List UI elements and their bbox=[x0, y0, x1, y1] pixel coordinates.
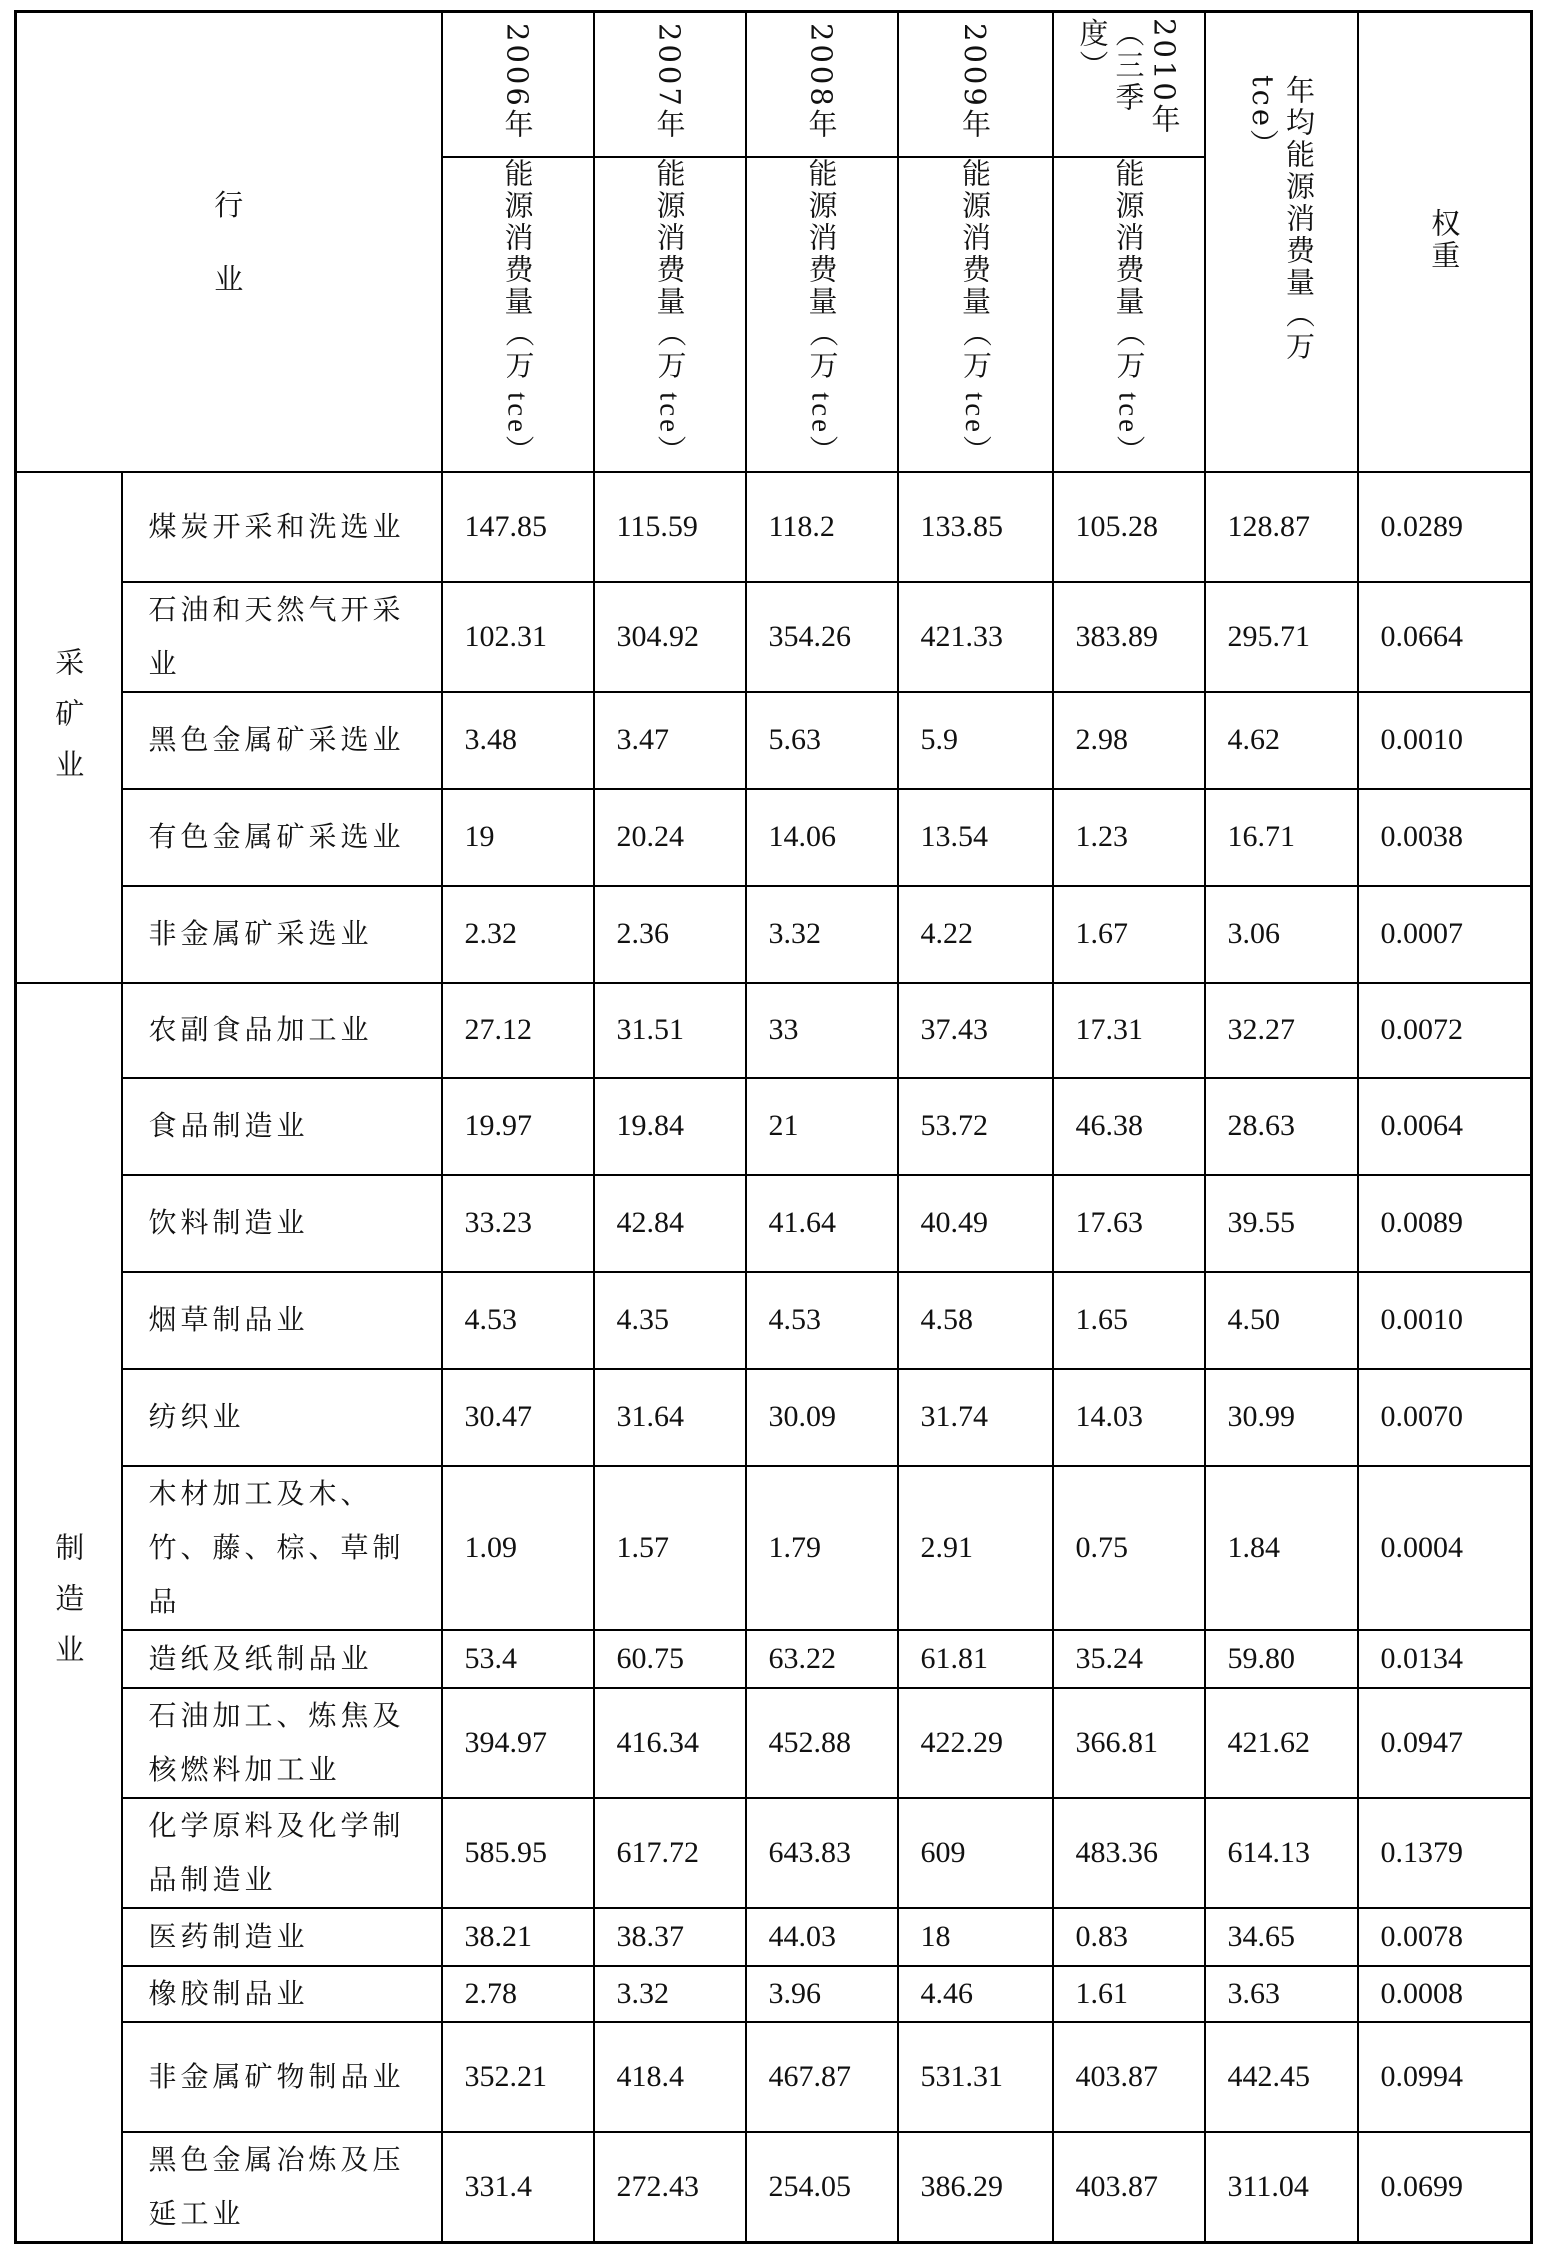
industry-name: 非金属矿物制品业 bbox=[122, 2022, 442, 2132]
industry-name: 造纸及纸制品业 bbox=[122, 1630, 442, 1688]
industry-name: 橡胶制品业 bbox=[122, 1966, 442, 2022]
average-cell: 1.84 bbox=[1205, 1466, 1358, 1630]
year-header-2010: 2010年（三季度） bbox=[1053, 12, 1205, 157]
industry-name: 石油加工、炼焦及核燃料加工业 bbox=[122, 1688, 442, 1798]
metric-header-2008: 能源消费量（万 tce） bbox=[746, 157, 898, 472]
average-cell: 128.87 bbox=[1205, 472, 1358, 582]
industry-header-line2: 业 bbox=[214, 261, 244, 296]
value-cell: 30.47 bbox=[442, 1369, 594, 1466]
average-cell: 4.50 bbox=[1205, 1272, 1358, 1369]
value-cell: 33 bbox=[746, 983, 898, 1078]
table-row bbox=[16, 2132, 1532, 2243]
industry-name: 有色金属矿采选业 bbox=[122, 789, 442, 886]
year-header-2009: 2009年 bbox=[898, 12, 1053, 157]
weight-header: 权重 bbox=[1358, 12, 1532, 472]
weight-cell: 0.0994 bbox=[1358, 2022, 1532, 2132]
value-cell: 5.9 bbox=[898, 692, 1053, 789]
value-cell: 118.2 bbox=[746, 472, 898, 582]
table-row bbox=[16, 1966, 1532, 2022]
weight-cell: 0.0004 bbox=[1358, 1466, 1532, 1630]
value-cell: 331.4 bbox=[442, 2132, 594, 2243]
industry-name: 纺织业 bbox=[122, 1369, 442, 1466]
table-row bbox=[16, 472, 1532, 582]
value-cell: 53.72 bbox=[898, 1078, 1053, 1175]
value-cell: 2.78 bbox=[442, 1966, 594, 2022]
table-row bbox=[16, 1466, 1532, 1630]
value-cell: 4.58 bbox=[898, 1272, 1053, 1369]
value-cell: 483.36 bbox=[1053, 1798, 1205, 1908]
value-cell: 17.31 bbox=[1053, 983, 1205, 1078]
value-cell: 18 bbox=[898, 1908, 1053, 1966]
weight-cell: 0.0008 bbox=[1358, 1966, 1532, 2022]
average-cell: 421.62 bbox=[1205, 1688, 1358, 1798]
industry-name: 黑色金属矿采选业 bbox=[122, 692, 442, 789]
value-cell: 13.54 bbox=[898, 789, 1053, 886]
value-cell: 531.31 bbox=[898, 2022, 1053, 2132]
industry-name: 煤炭开采和洗选业 bbox=[122, 472, 442, 582]
value-cell: 31.74 bbox=[898, 1369, 1053, 1466]
value-cell: 14.06 bbox=[746, 789, 898, 886]
value-cell: 41.64 bbox=[746, 1175, 898, 1272]
metric-header-2010: 能源消费量（万 tce） bbox=[1053, 157, 1205, 472]
year-header-2008: 2008年 bbox=[746, 12, 898, 157]
average-cell: 32.27 bbox=[1205, 983, 1358, 1078]
value-cell: 133.85 bbox=[898, 472, 1053, 582]
value-cell: 1.65 bbox=[1053, 1272, 1205, 1369]
value-cell: 147.85 bbox=[442, 472, 594, 582]
average-cell: 34.65 bbox=[1205, 1908, 1358, 1966]
table-row bbox=[16, 1688, 1532, 1798]
weight-cell: 0.1379 bbox=[1358, 1798, 1532, 1908]
category-manufacturing: 制造业 bbox=[16, 983, 122, 2243]
weight-cell: 0.0010 bbox=[1358, 1272, 1532, 1369]
table-row bbox=[16, 2022, 1532, 2132]
industry-name: 饮料制造业 bbox=[122, 1175, 442, 1272]
value-cell: 416.34 bbox=[594, 1688, 746, 1798]
value-cell: 2.36 bbox=[594, 886, 746, 983]
value-cell: 31.51 bbox=[594, 983, 746, 1078]
value-cell: 585.95 bbox=[442, 1798, 594, 1908]
value-cell: 2.98 bbox=[1053, 692, 1205, 789]
weight-cell: 0.0070 bbox=[1358, 1369, 1532, 1466]
industry-header bbox=[16, 12, 442, 472]
value-cell: 422.29 bbox=[898, 1688, 1053, 1798]
energy-consumption-table bbox=[14, 10, 1533, 2244]
value-cell: 19.84 bbox=[594, 1078, 746, 1175]
value-cell: 102.31 bbox=[442, 582, 594, 692]
industry-name: 食品制造业 bbox=[122, 1078, 442, 1175]
value-cell: 63.22 bbox=[746, 1630, 898, 1688]
industry-name: 农副食品加工业 bbox=[122, 983, 442, 1078]
weight-cell: 0.0010 bbox=[1358, 692, 1532, 789]
value-cell: 1.09 bbox=[442, 1466, 594, 1630]
weight-cell: 0.0699 bbox=[1358, 2132, 1532, 2243]
metric-header-2007: 能源消费量（万 tce） bbox=[594, 157, 746, 472]
year-header-2006: 2006年 bbox=[442, 12, 594, 157]
value-cell: 394.97 bbox=[442, 1688, 594, 1798]
value-cell: 1.61 bbox=[1053, 1966, 1205, 2022]
value-cell: 115.59 bbox=[594, 472, 746, 582]
value-cell: 418.4 bbox=[594, 2022, 746, 2132]
value-cell: 354.26 bbox=[746, 582, 898, 692]
table-row bbox=[16, 1630, 1532, 1688]
average-cell: 3.06 bbox=[1205, 886, 1358, 983]
value-cell: 1.57 bbox=[594, 1466, 746, 1630]
weight-cell: 0.0072 bbox=[1358, 983, 1532, 1078]
header-row-years bbox=[16, 12, 1532, 157]
value-cell: 643.83 bbox=[746, 1798, 898, 1908]
table-row bbox=[16, 1908, 1532, 1966]
table-row bbox=[16, 1369, 1532, 1466]
value-cell: 617.72 bbox=[594, 1798, 746, 1908]
value-cell: 3.48 bbox=[442, 692, 594, 789]
table-row bbox=[16, 1175, 1532, 1272]
value-cell: 421.33 bbox=[898, 582, 1053, 692]
year-header-2007: 2007年 bbox=[594, 12, 746, 157]
value-cell: 366.81 bbox=[1053, 1688, 1205, 1798]
value-cell: 30.09 bbox=[746, 1369, 898, 1466]
average-cell: 311.04 bbox=[1205, 2132, 1358, 2243]
value-cell: 35.24 bbox=[1053, 1630, 1205, 1688]
table-row bbox=[16, 582, 1532, 692]
value-cell: 38.37 bbox=[594, 1908, 746, 1966]
industry-name: 黑色金属冶炼及压延工业 bbox=[122, 2132, 442, 2243]
industry-name: 非金属矿采选业 bbox=[122, 886, 442, 983]
average-cell: 30.99 bbox=[1205, 1369, 1358, 1466]
value-cell: 53.4 bbox=[442, 1630, 594, 1688]
average-cell: 39.55 bbox=[1205, 1175, 1358, 1272]
value-cell: 254.05 bbox=[746, 2132, 898, 2243]
value-cell: 33.23 bbox=[442, 1175, 594, 1272]
value-cell: 42.84 bbox=[594, 1175, 746, 1272]
value-cell: 31.64 bbox=[594, 1369, 746, 1466]
value-cell: 4.35 bbox=[594, 1272, 746, 1369]
average-cell: 16.71 bbox=[1205, 789, 1358, 886]
average-header: 年均能源消费量（万 tce） bbox=[1205, 12, 1358, 472]
industry-header-line1: 行 bbox=[214, 187, 244, 222]
value-cell: 20.24 bbox=[594, 789, 746, 886]
table-row bbox=[16, 1272, 1532, 1369]
value-cell: 272.43 bbox=[594, 2132, 746, 2243]
table-row bbox=[16, 692, 1532, 789]
table-row bbox=[16, 886, 1532, 983]
value-cell: 21 bbox=[746, 1078, 898, 1175]
weight-cell: 0.0064 bbox=[1358, 1078, 1532, 1175]
average-cell: 442.45 bbox=[1205, 2022, 1358, 2132]
value-cell: 0.83 bbox=[1053, 1908, 1205, 1966]
value-cell: 452.88 bbox=[746, 1688, 898, 1798]
weight-cell: 0.0089 bbox=[1358, 1175, 1532, 1272]
value-cell: 105.28 bbox=[1053, 472, 1205, 582]
table-row bbox=[16, 1798, 1532, 1908]
value-cell: 3.32 bbox=[594, 1966, 746, 2022]
value-cell: 352.21 bbox=[442, 2022, 594, 2132]
value-cell: 4.53 bbox=[442, 1272, 594, 1369]
metric-header-2009: 能源消费量（万 tce） bbox=[898, 157, 1053, 472]
industry-name: 化学原料及化学制品制造业 bbox=[122, 1798, 442, 1908]
industry-name: 医药制造业 bbox=[122, 1908, 442, 1966]
value-cell: 467.87 bbox=[746, 2022, 898, 2132]
table-row bbox=[16, 983, 1532, 1078]
value-cell: 3.32 bbox=[746, 886, 898, 983]
table-row bbox=[16, 1078, 1532, 1175]
weight-cell: 0.0007 bbox=[1358, 886, 1532, 983]
value-cell: 61.81 bbox=[898, 1630, 1053, 1688]
industry-name: 石油和天然气开采业 bbox=[122, 582, 442, 692]
value-cell: 17.63 bbox=[1053, 1175, 1205, 1272]
average-cell: 59.80 bbox=[1205, 1630, 1358, 1688]
value-cell: 304.92 bbox=[594, 582, 746, 692]
value-cell: 403.87 bbox=[1053, 2022, 1205, 2132]
value-cell: 3.47 bbox=[594, 692, 746, 789]
value-cell: 1.79 bbox=[746, 1466, 898, 1630]
average-cell: 4.62 bbox=[1205, 692, 1358, 789]
weight-cell: 0.0289 bbox=[1358, 472, 1532, 582]
value-cell: 44.03 bbox=[746, 1908, 898, 1966]
value-cell: 27.12 bbox=[442, 983, 594, 1078]
average-cell: 28.63 bbox=[1205, 1078, 1358, 1175]
weight-cell: 0.0134 bbox=[1358, 1630, 1532, 1688]
value-cell: 40.49 bbox=[898, 1175, 1053, 1272]
value-cell: 403.87 bbox=[1053, 2132, 1205, 2243]
value-cell: 38.21 bbox=[442, 1908, 594, 1966]
weight-cell: 0.0947 bbox=[1358, 1688, 1532, 1798]
value-cell: 0.75 bbox=[1053, 1466, 1205, 1630]
value-cell: 19.97 bbox=[442, 1078, 594, 1175]
average-cell: 614.13 bbox=[1205, 1798, 1358, 1908]
average-cell: 3.63 bbox=[1205, 1966, 1358, 2022]
value-cell: 609 bbox=[898, 1798, 1053, 1908]
value-cell: 3.96 bbox=[746, 1966, 898, 2022]
value-cell: 19 bbox=[442, 789, 594, 886]
value-cell: 383.89 bbox=[1053, 582, 1205, 692]
value-cell: 14.03 bbox=[1053, 1369, 1205, 1466]
value-cell: 1.67 bbox=[1053, 886, 1205, 983]
value-cell: 37.43 bbox=[898, 983, 1053, 1078]
value-cell: 2.32 bbox=[442, 886, 594, 983]
weight-cell: 0.0664 bbox=[1358, 582, 1532, 692]
table-row bbox=[16, 789, 1532, 886]
average-cell: 295.71 bbox=[1205, 582, 1358, 692]
metric-header-2006: 能源消费量（万 tce） bbox=[442, 157, 594, 472]
category-mining: 采矿业 bbox=[16, 472, 122, 983]
value-cell: 2.91 bbox=[898, 1466, 1053, 1630]
weight-cell: 0.0078 bbox=[1358, 1908, 1532, 1966]
value-cell: 5.63 bbox=[746, 692, 898, 789]
value-cell: 46.38 bbox=[1053, 1078, 1205, 1175]
industry-name: 木材加工及木、竹、藤、棕、草制品 bbox=[122, 1466, 442, 1630]
value-cell: 1.23 bbox=[1053, 789, 1205, 886]
value-cell: 60.75 bbox=[594, 1630, 746, 1688]
weight-cell: 0.0038 bbox=[1358, 789, 1532, 886]
value-cell: 4.53 bbox=[746, 1272, 898, 1369]
value-cell: 4.46 bbox=[898, 1966, 1053, 2022]
industry-name: 烟草制品业 bbox=[122, 1272, 442, 1369]
value-cell: 4.22 bbox=[898, 886, 1053, 983]
value-cell: 386.29 bbox=[898, 2132, 1053, 2243]
